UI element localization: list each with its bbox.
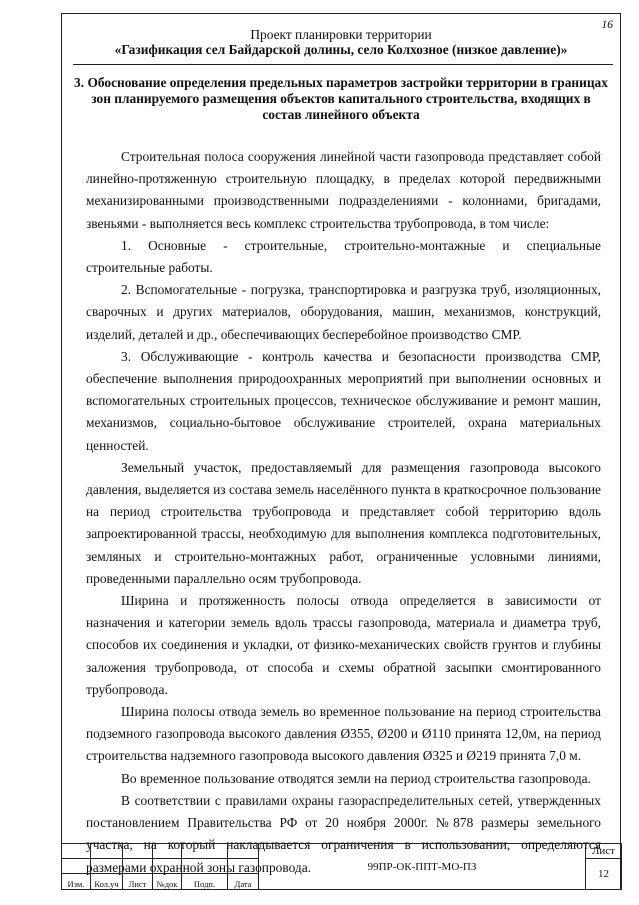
stamp-col-label: Подп. xyxy=(182,874,228,890)
header-project-title: Проект планировки территории xyxy=(250,27,432,42)
sheet-label: Лист xyxy=(586,844,622,859)
paragraph: Строительная полоса сооружения линейной части газопровода представляет собой линейно-протяженную строительную площадку, в пределах которой передвижными механизированными производственными подразделениями - колоннами, бригадами, звеньями - выполняется весь комплекс строительства трубопровода, в том числе: xyxy=(86,149,601,231)
stamp-col-label: Дата xyxy=(228,874,259,890)
paragraph: В соответствии с правилами охраны газораспределительных сетей, утвержденных постановлением Правительства РФ от 20 ноября 2000г. №878 размеры земельного участка, на который накладывается ограничения в использовании, определяются размерами охранной зоны газопровода. xyxy=(86,792,601,875)
paragraph: 1. Основные - строительные, строительно-монтажные и специальные строительные работы. xyxy=(86,237,601,276)
header-project-name: «Газификация сел Байдарской долины, село Колхозное (низкое давление)» xyxy=(114,42,568,57)
section-heading: 3. Обоснование определения предельных параметров застройки территории в границах зон планируемого размещения объектов капитального строительства, входящих в состав линейного объекта xyxy=(74,75,608,122)
header-divider xyxy=(73,64,613,65)
sheet-number: 12 xyxy=(586,859,622,890)
stamp-col-label: №док xyxy=(153,874,182,890)
corner-page-number: 16 xyxy=(601,19,613,31)
stamp-col-label: Изм. xyxy=(62,874,91,890)
paragraph: 3. Обслуживающие - контроль качества и безопасности производства СМР, обеспечение выполнения природоохранных мероприятий при выполнении основных и вспомогательных строительных процессов, техническое обслуживание и ремонт машин, механизмов, социально-бытовое обслуживание строителей, охрана материальных ценностей. xyxy=(86,348,601,453)
stamp-col-label: Кол.уч xyxy=(91,874,123,890)
body-text xyxy=(86,146,601,879)
paragraph: Ширина полосы отвода земель во временное пользование на период строительства подземного газопровода высокого давления Ø355, Ø200 и Ø110 принята 12,0м, на период строительства надземного газопровода высокого давления Ø325 и Ø219 принята 7,0 м. xyxy=(86,704,601,764)
paragraph: 2. Вспомогательные - погрузка, транспортировка и разгрузка труб, изоляционных, сварочных и других материалов, оборудования, машин, механизмов, конструкций, изделий, деталей и др., обеспечивающих бесперебойное производство СМР. xyxy=(86,282,601,342)
paragraph: Во временное пользование отводятся земли на период строительства газопровода. xyxy=(121,770,591,786)
title-block-stamp xyxy=(61,843,621,890)
paragraph: Земельный участок, предоставляемый для размещения газопровода высокого давления, выделяется из состава земель населённого пункта в краткосрочное пользование на период строительства трубопровода и представляет собой территорию вдоль запроектированной трассы, необходимую для выполнения комплекса подготовительных, земляных и строительно-монтажных работ, ограниченные условными линиями, проведенными параллельно осям трубопровода. xyxy=(86,459,601,586)
stamp-col-label: Лист xyxy=(123,874,153,890)
paragraph: Ширина и протяженность полосы отвода определяется в зависимости от назначения и категории земель вдоль трассы газопровода, материала и диаметра труб, способов их соединения и укладки, от физико-механических свойств грунтов и глубины заложения трубопровода, от способа и схемы обратной засыпки смонтированного трубопровода. xyxy=(86,593,601,697)
document-code: 99ПР-ОК-ППТ-МО-ПЗ xyxy=(259,844,586,890)
